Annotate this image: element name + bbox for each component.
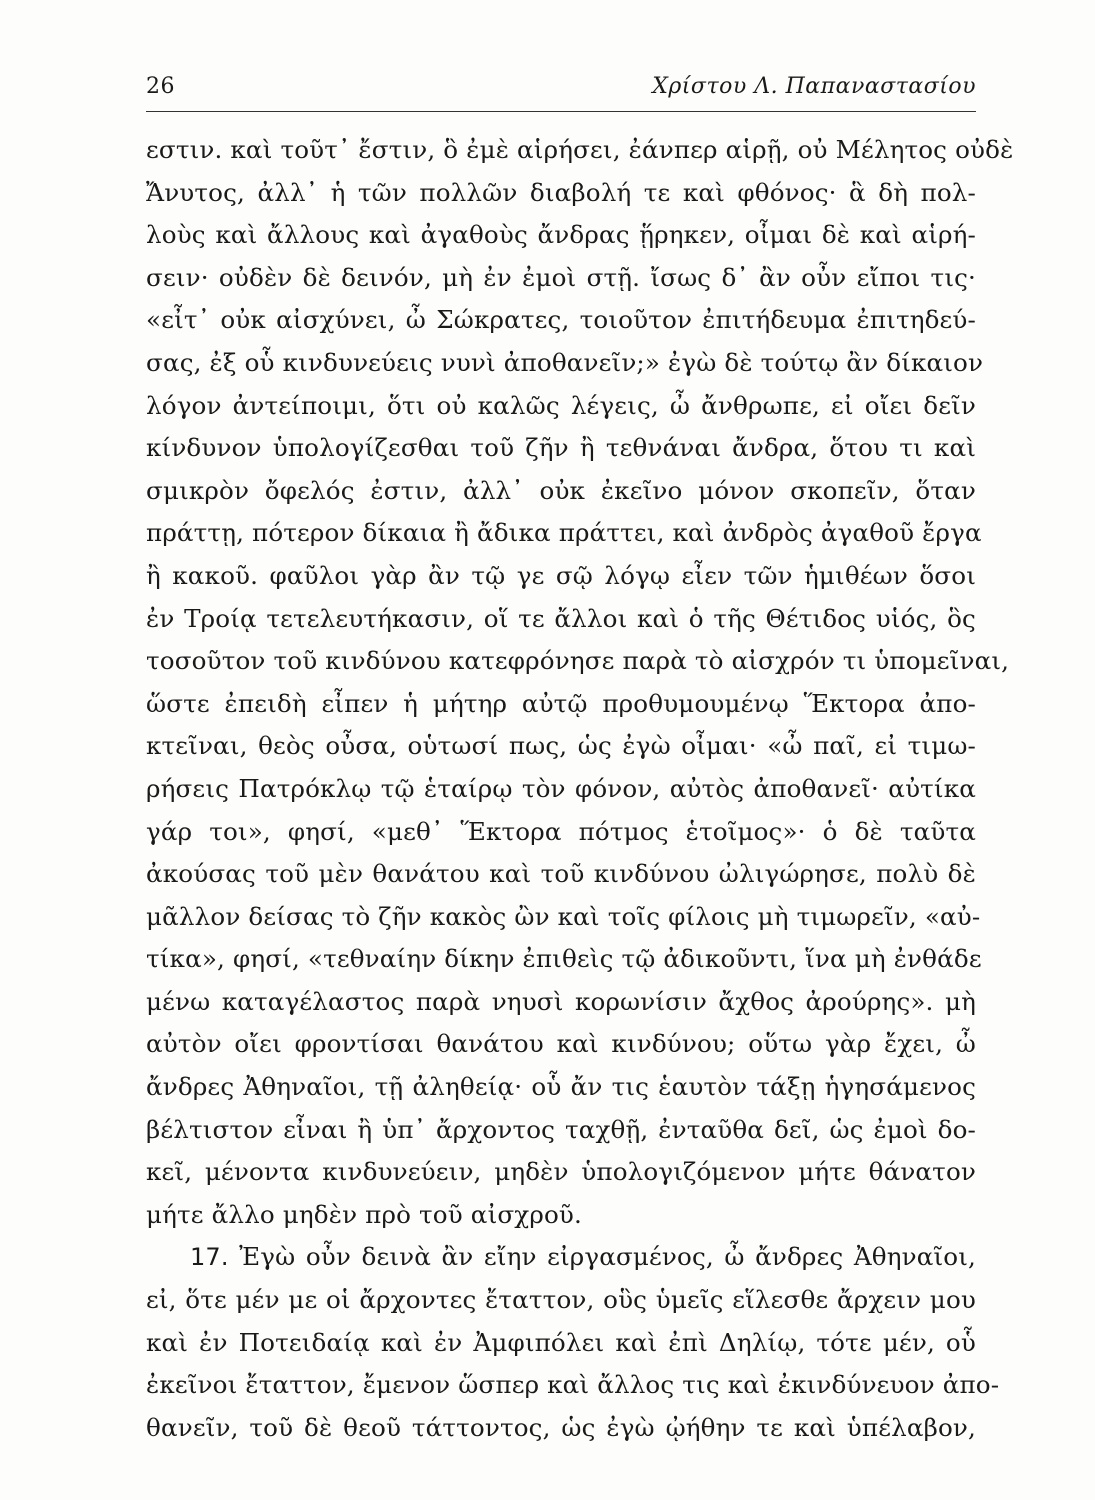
body-text [146, 129, 1014, 1449]
text-line: ἀκούσας τοῦ μὲν θανάτου καὶ τοῦ κινδύνου ὠλιγώρησε, πολὺ δὲ [146, 859, 976, 889]
text-line: μένω καταγέλαστος παρὰ νηυσὶ κορωνίσιν ἄχθος ἀρούρης». μὴ [146, 986, 976, 1016]
text-line: θανεῖν, τοῦ δὲ θεοῦ τάττοντος, ὡς ἐγὼ ᾠήθην τε καὶ ὑπέλαβον, [146, 1412, 976, 1442]
text-line: ἐν Τροίᾳ τετελευτήκασιν, οἵ τε ἄλλοι καὶ ὁ τῆς Θέτιδος υἱός, ὃς [146, 603, 976, 633]
text-line: σας, ἐξ οὗ κινδυνεύεις νυνὶ ἀποθανεῖν;» ἐγὼ δὲ τούτῳ ἂν δίκαιον [146, 347, 984, 377]
text-line: εστιν. καὶ τοῦτ᾿ ἔστιν, ὃ ἐμὲ αἱρήσει, ἐάνπερ αἱρῇ, οὐ Μέλητος οὐδὲ [146, 135, 1014, 164]
text-line: σειν· οὐδὲν δὲ δεινόν, μὴ ἐν ἐμοὶ στῇ. ἴσως δ᾿ ἂν οὖν εἴποι τις· [146, 262, 976, 292]
text-line: εἰ, ὅτε μέν με οἱ ἄρχοντες ἔταττον, οὓς ὑμεῖς εἵλεσθε ἄρχειν μου [146, 1285, 976, 1315]
paragraph-last-line: μήτε ἄλλο μηδὲν πρὸ τοῦ αἰσχροῦ. [146, 1199, 582, 1229]
text-line: κίνδυνον ὑπολογίζεσθαι τοῦ ζῆν ἢ τεθνάναι ἄνδρα, ὅτου τι καὶ [146, 433, 976, 463]
text-line: ἐκεῖνοι ἔταττον, ἔμενον ὥσπερ καὶ ἄλλος τις καὶ ἐκινδύνευον ἀπο- [146, 1370, 1000, 1400]
text-line: λόγον ἀντείποιμι, ὅτι οὐ καλῶς λέγεις, ὦ ἄνθρωπε, εἰ οἴει δεῖν [146, 390, 976, 420]
text-line: «εἶτ᾿ οὐκ αἰσχύνει, ὦ Σώκρατες, τοιοῦτον ἐπιτήδευμα ἐπιτηδεύ- [146, 305, 976, 335]
header-rule [146, 111, 976, 112]
text-line: κεῖ, μένοντα κινδυνεύειν, μηδὲν ὑπολογιζόμενον μήτε θάνατον [146, 1157, 976, 1187]
text-line: βέλτιστον εἶναι ἢ ὑπ᾿ ἄρχοντος ταχθῇ, ἐνταῦθα δεῖ, ὡς ἐμοὶ δο- [146, 1114, 976, 1144]
text-line: σμικρὸν ὄφελός ἐστιν, ἀλλ᾿ οὐκ ἐκεῖνο μόνον σκοπεῖν, ὅταν [146, 475, 976, 505]
section-first-line-text: Ἐγὼ οὖν δεινὰ ἂν εἴην εἰργασμένος, ὦ ἄνδρες Ἀθηναῖοι, [239, 1242, 976, 1272]
text-line: αὐτὸν οἴει φροντίσαι θανάτου καὶ κινδύνου; οὕτω γὰρ ἔχει, ὦ [146, 1029, 976, 1059]
text-line: μᾶλλον δείσας τὸ ζῆν κακὸς ὢν καὶ τοῖς φίλοις μὴ τιμωρεῖν, «αὐ- [146, 901, 981, 931]
text-line: λοὺς καὶ ἄλλους καὶ ἀγαθοὺς ἄνδρας ᾕρηκεν, οἶμαι δὲ καὶ αἱρή- [146, 220, 976, 250]
page-number: 26 [146, 74, 175, 99]
text-line: κτεῖναι, θεὸς οὖσα, οὑτωσί πως, ὡς ἐγὼ οἶμαι· «ὦ παῖ, εἰ τιμω- [146, 731, 976, 761]
page-header [146, 74, 976, 108]
text-line: καὶ ἐν Ποτειδαίᾳ καὶ ἐν Ἀμφιπόλει καὶ ἐπὶ Δηλίῳ, τότε μέν, οὗ [146, 1327, 976, 1357]
text-line: τοσοῦτον τοῦ κινδύνου κατεφρόνησε παρὰ τὸ αἰσχρόν τι ὑπομεῖναι, [146, 646, 1010, 676]
text-line: ἄνδρες Ἀθηναῖοι, τῇ ἀληθείᾳ· οὗ ἄν τις ἑαυτὸν τάξῃ ἡγησάμενος [146, 1072, 976, 1102]
text-line: ὥστε ἐπειδὴ εἶπεν ἡ μήτηρ αὐτῷ προθυμουμένῳ Ἕκτορα ἀπο- [146, 688, 976, 718]
running-head: Χρίστου Λ. Παπαναστασίου [652, 74, 976, 99]
section-number: 17. [190, 1243, 229, 1272]
text-line: ρήσεις Πατρόκλῳ τῷ ἑταίρῳ τὸν φόνον, αὐτὸς ἀποθανεῖ· αὐτίκα [146, 773, 976, 803]
text-line: τίκα», φησί, «τεθναίην δίκην ἐπιθεὶς τῷ ἀδικοῦντι, ἵνα μὴ ἐνθάδε [146, 944, 982, 974]
text-line: ἢ κακοῦ. φαῦλοι γὰρ ἂν τῷ γε σῷ λόγῳ εἶεν τῶν ἡμιθέων ὅσοι [146, 560, 976, 590]
section-first-line [146, 1236, 976, 1279]
text-line: γάρ τοι», φησί, «μεθ᾿ Ἕκτορα πότμος ἑτοῖμος»· ὁ δὲ ταῦτα [146, 816, 976, 846]
text-line: πράττῃ, πότερον δίκαια ἢ ἄδικα πράττει, καὶ ἀνδρὸς ἀγαθοῦ ἔργα [146, 518, 982, 548]
text-line: Ἄνυτος, ἀλλ᾿ ἡ τῶν πολλῶν διαβολή τε καὶ φθόνος· ἃ δὴ πολ- [146, 177, 976, 207]
